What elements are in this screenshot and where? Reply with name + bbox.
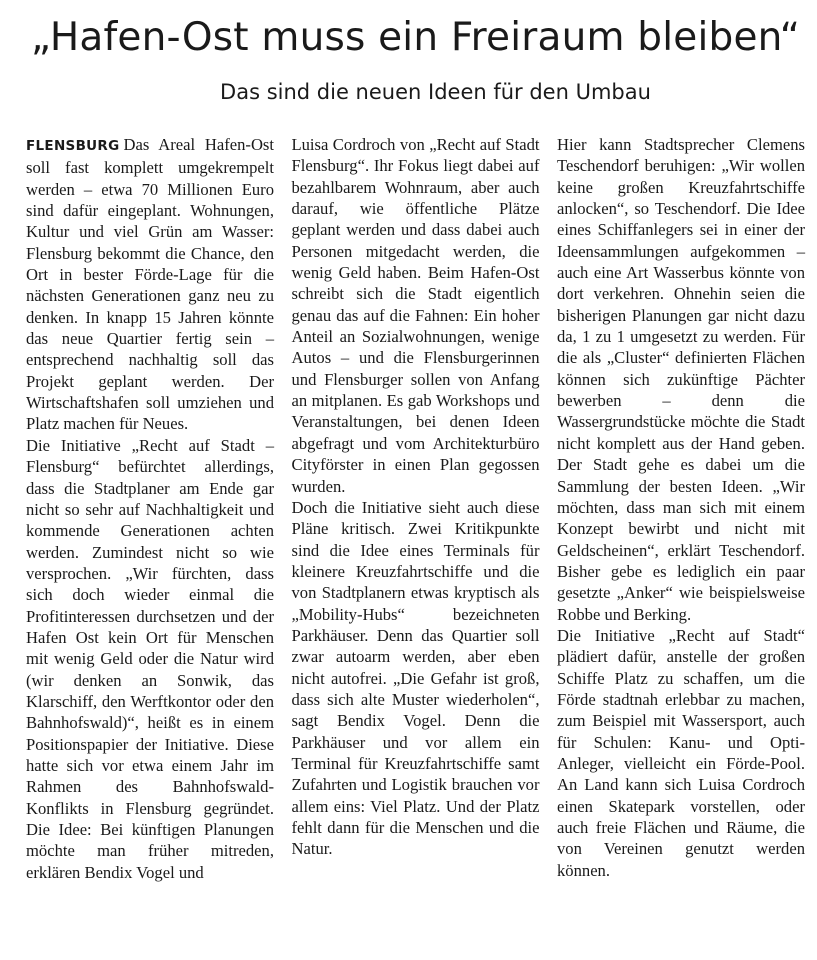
column-2 bbox=[292, 134, 540, 883]
dateline: FLENSBURG bbox=[26, 138, 120, 154]
headline: „Hafen-Ost muss ein Freiraum bleiben“ bbox=[30, 15, 801, 60]
subheadline: Das sind die neuen Ideen für den Umbau bbox=[220, 80, 651, 104]
paragraph bbox=[26, 134, 274, 435]
column-1 bbox=[26, 134, 274, 883]
column-3 bbox=[557, 134, 805, 883]
paragraph: Hier kann Stadtsprecher Clemens Teschendorf beruhigen: „Wir wollen keine großen Kreuzfahrtschiffe anlocken“, so Teschendorf. Die Idee eines Schiffanlegers sei in einer der Ideensammlungen aufgekommen – auch eine Art Wasserbus könnte von dort verkehren. Ohnehin seien die bisherigen Planungen gar nicht dazu da, 1 zu 1 umgesetzt zu werden. Für die als „Cluster“ definierten Flächen können sich zukünftige Pächter bewerben – denn die Wassergrundstücke möchte die Stadt nicht komplett aus der Hand geben. Der Stadt gehe es dabei um die Sammlung der besten Ideen. „Wir möchten, dass man sich mit einem Konzept bewirbt und nicht mit Geldscheinen“, erklärt Teschendorf. Bisher gebe es lediglich ein paar gesetzte „Anker“ wie beispielsweise Robbe und Berking. bbox=[557, 135, 805, 624]
paragraph: Die Initiative „Recht auf Stadt“ plädiert dafür, anstelle der großen Schiffe Platz zu schaffen, um die Förde stadtnah erlebbar zu machen, zum Beispiel mit Wassersport, auch für Schulen: Kanu- und Opti-Anleger, vielleicht ein Förde-Pool. An Land kann sich Luisa Cordroch einen Skatepark vorstellen, oder auch freie Flächen und Räume, die von Vereinen genutzt werden können. bbox=[557, 625, 805, 880]
article-columns bbox=[26, 134, 805, 883]
paragraph-text: Das Areal Hafen-Ost soll fast komplett umgekrempelt werden – etwa 70 Millionen Euro sind dafür eingeplant. Wohnungen, Kultur und viel Grün am Wasser: Flensburg bekommt die Chance, den Ort in bester Förde-Lage für die nächsten Generationen ganz neu zu denken. In knapp 15 Jahren könnte das neue Quartier fertig sein – entsprechend nachhaltig soll das Projekt geplant werden. Der Wirtschaftshafen soll umziehen und Platz machen für Neues. bbox=[26, 135, 274, 434]
paragraph: Die Initiative „Recht auf Stadt – Flensburg“ befürchtet allerdings, dass die Stadtplaner am Ende gar nicht so sehr auf Nachhaltigkeit und kommende Generationen achten werden. Zumindest nicht so wie versprochen. „Wir fürchten, dass sich doch wieder einmal die Profitinteressen durchsetzen und der Hafen Ost kein Ort für Menschen mit wenig Geld oder die Natur wird (wir denken an Sonwik, das Klarschiff, den Werftkontor oder den Bahnhofswald)“, heißt es in einem Positionspapier der Initiative. Diese hatte sich vor etwa einem Jahr im Rahmen des Bahnhofswald-Konflikts in Flensburg gegründet. Die Idee: Bei künftigen Planungen möchte man früher mitreden, erklären Bendix Vogel und bbox=[26, 435, 274, 882]
paragraph: Luisa Cordroch von „Recht auf Stadt Flensburg“. Ihr Fokus liegt dabei auf bezahlbarem Wohnraum, aber auch darauf, wie öffentliche Plätze geplant werden und dass dabei auch Personen mitgedacht werden, die wenig Geld haben. Beim Hafen-Ost schreibt sich die Stadt eigentlich genau das auf die Fahnen: Ein hoher Anteil an Sozialwohnungen, wenige Autos – und die Flensburgerinnen und Flensburger sollen von Anfang an mitplanen. Es gab Workshops und Veranstaltungen, bei denen Ideen abgefragt und vom Architekturbüro Cityförster in einen Plan gegossen wurden. bbox=[291, 135, 540, 496]
paragraph: Doch die Initiative sieht auch diese Pläne kritisch. Zwei Kritikpunkte sind die Idee eines Terminals für kleinere Kreuzfahrtschiffe und die von Stadtplanern etwas kryptisch als „Mobility-Hubs“ bezeichneten Parkhäuser. Denn das Quartier soll zwar autoarm werden, aber eben nicht autofrei. „Die Gefahr ist groß, dass sich alte Muster wiederholen“, sagt Bendix Vogel. Denn die Parkhäuser und vor allem ein Terminal für Kreuzfahrtschiffe samt Zufahrten und Logistik brauchen vor allem eins: Viel Platz. Und der Platz fehlt dann für die Menschen und die Natur. bbox=[291, 497, 540, 859]
